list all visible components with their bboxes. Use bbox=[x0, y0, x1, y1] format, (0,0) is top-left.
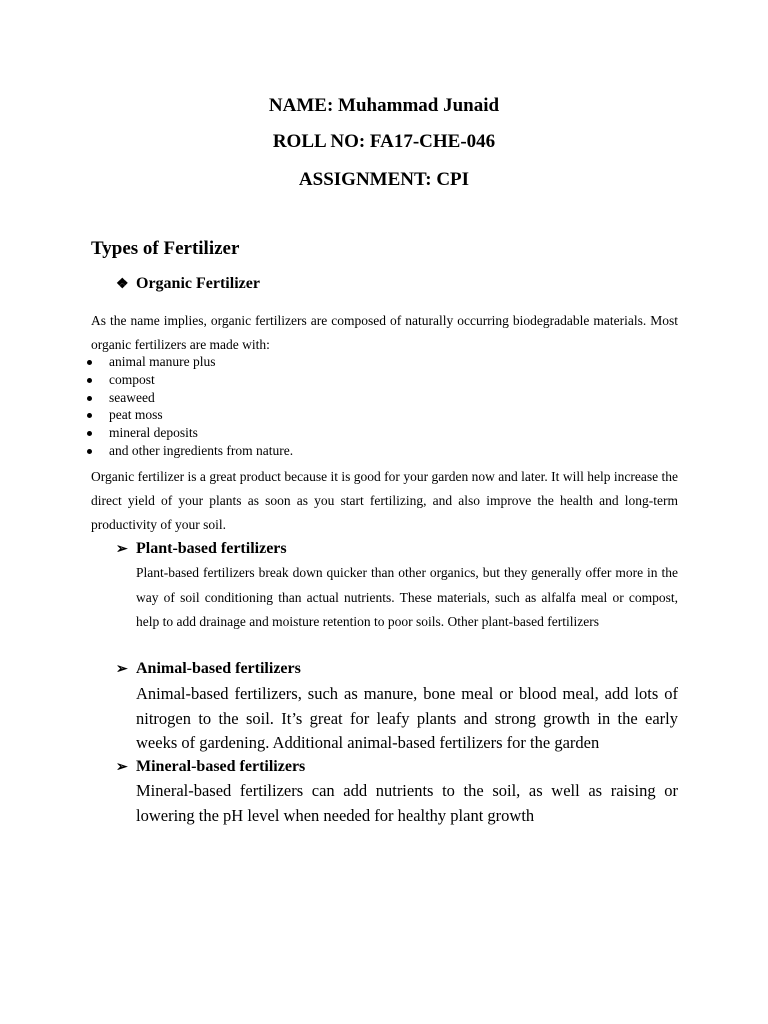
mineral-based-heading bbox=[116, 756, 305, 779]
organic-intro: As the name implies, organic fertilizers are composed of naturally occurring biodegradable materials. Most organic fertilizers are made with: bbox=[91, 313, 678, 352]
arrow-bullet-icon: ➢ bbox=[116, 760, 128, 775]
list-item: mineral deposits bbox=[87, 424, 293, 442]
list-item: and other ingredients from nature. bbox=[87, 442, 293, 460]
dot-bullet-icon bbox=[87, 378, 92, 383]
assignment-title: ASSIGNMENT: CPI bbox=[298, 169, 470, 190]
arrow-bullet-icon: ➢ bbox=[116, 662, 128, 677]
plant-based-title: Plant-based fertilizers bbox=[136, 540, 287, 557]
dot-bullet-icon bbox=[87, 449, 92, 454]
plant-based-text: Plant-based fertilizers break down quicker than other organics, but they generally offer more in the way of soil conditioning than actual nutrients. These materials, such as alfalfa meal or compost, help to add drainage and moisture retention to poor soils. Other plant-based fertilizers bbox=[136, 565, 678, 629]
animal-based-heading bbox=[116, 658, 301, 681]
diamond-bullet-icon: ❖ bbox=[116, 277, 129, 292]
list-item: compost bbox=[87, 371, 293, 389]
student-name: NAME: Muhammad Junaid bbox=[268, 95, 500, 116]
plant-based-heading bbox=[116, 538, 287, 561]
list-item: animal manure plus bbox=[87, 353, 293, 371]
animal-based-text: Animal-based fertilizers, such as manure, bone meal or blood meal, add lots of nitrogen to the soil. It’s great for leafy plants and strong growth in the early weeks of gardening. Additional animal-based fertilizers for the garden bbox=[136, 684, 678, 752]
list-item: peat moss bbox=[87, 406, 293, 424]
mineral-based-title: Mineral-based fertilizers bbox=[136, 758, 306, 775]
roll-number: ROLL NO: FA17-CHE-046 bbox=[272, 131, 496, 152]
dot-bullet-icon bbox=[87, 413, 92, 418]
organic-title: Organic Fertilizer bbox=[136, 275, 260, 292]
mineral-based-text: Mineral-based fertilizers can add nutrients to the soil, as well as raising or lowering the pH level when needed for healthy plant growth bbox=[136, 781, 678, 825]
organic-materials-list bbox=[87, 353, 293, 460]
dot-bullet-icon bbox=[87, 360, 92, 365]
organic-summary: Organic fertilizer is a great product because it is good for your garden now and later. It will help increase the direct yield of your plants as soon as you start fertilizing, and also improve the health and long-term productivity of your soil. bbox=[91, 469, 678, 532]
list-item: seaweed bbox=[87, 389, 293, 407]
dot-bullet-icon bbox=[87, 396, 92, 401]
section-title: Types of Fertilizer bbox=[91, 238, 240, 259]
animal-based-title: Animal-based fertilizers bbox=[136, 660, 301, 677]
dot-bullet-icon bbox=[87, 431, 92, 436]
organic-heading bbox=[116, 273, 260, 296]
arrow-bullet-icon: ➢ bbox=[116, 542, 128, 557]
